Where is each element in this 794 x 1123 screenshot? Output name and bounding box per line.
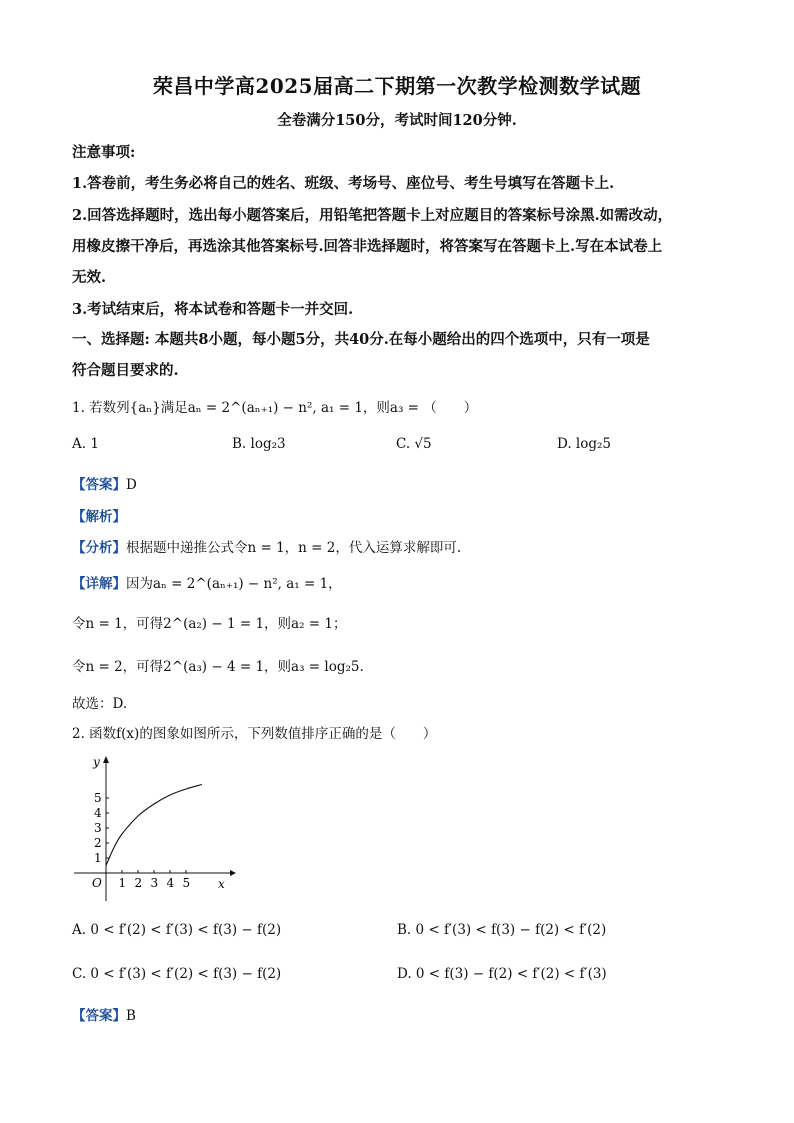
notice-item-2: 2.回答选择题时，选出每小题答案后，用铅笔把答题卡上对应题目的答案标号涂黑.如需改动， <box>72 207 673 224</box>
x-tick-label: 5 <box>182 876 191 890</box>
q1-answer-line <box>72 473 137 493</box>
y-tick-label: 1 <box>94 851 102 865</box>
page-title: 荣昌中学高2025届高二下期第一次教学检测数学试题 <box>152 74 642 98</box>
q1-step-1: 令n = 1，可得2^(a₂) − 1 = 1，则a₂ = 1； <box>72 616 347 632</box>
notice-item-2-cont: 用橡皮擦干净后，再选涂其他答案标号.回答非选择题时，将答案写在答题卡上.写在本试卷上 <box>72 238 663 255</box>
notice-item-2-end: 无效. <box>72 269 107 286</box>
q2-option-d: D. 0 < f(3) − f(2) < f′(2) < f′(3) <box>397 966 607 982</box>
y-tick-label: 2 <box>94 836 102 850</box>
notice-heading: 注意事项: <box>72 144 136 161</box>
q1-fenxi: 根据题中递推公式令n = 1，n = 2，代入运算求解即可. <box>126 540 462 556</box>
q2-stem: 2. 函数f(x)的图象如图所示，下列数值排序正确的是（ ） <box>72 726 437 742</box>
q2-option-c: C. 0 < f′(3) < f′(2) < f(3) − f(2) <box>72 966 282 982</box>
q1-fenxi-line <box>72 536 461 556</box>
section-heading: 一、选择题: 本题共8小题，每小题5分，共40分.在每小题给出的四个选项中，只有一项是 <box>72 331 650 348</box>
y-tick-label: 5 <box>94 791 102 805</box>
q2-answer: B <box>126 1008 136 1024</box>
notice-item-3: 3.考试结束后，将本试卷和答题卡一并交回. <box>72 301 354 318</box>
q1-option-c: C. √5 <box>396 436 432 452</box>
q1-answer: D <box>126 477 137 493</box>
section-heading-cont: 符合题目要求的. <box>72 362 179 379</box>
y-tick-label: 3 <box>94 821 102 835</box>
q1-xiangjie-line <box>72 572 342 592</box>
q1-stem: 1. 若数列{aₙ}满足aₙ = 2^(aₙ₊₁) − n², a₁ = 1，则a₃ = （ ） <box>72 400 478 416</box>
q1-option-a: A. 1 <box>72 436 99 452</box>
x-tick-label: 2 <box>134 876 143 890</box>
q2-option-a: A. 0 < f′(2) < f′(3) < f(3) − f(2) <box>72 922 282 938</box>
answer-tag: 【答案】 <box>72 1008 126 1024</box>
page-subtitle: 全卷满分150分，考试时间120分钟. <box>277 112 517 129</box>
q1-option-b: B. log₂3 <box>232 436 286 452</box>
fenxi-tag: 【分析】 <box>72 540 126 556</box>
x-axis-arrow <box>230 870 236 876</box>
y-tick-label: 4 <box>94 806 102 820</box>
q2-option-b: B. 0 < f′(3) < f(3) − f(2) < f′(2) <box>397 922 607 938</box>
origin-label: O <box>92 876 102 890</box>
q1-option-d: D. log₂5 <box>557 436 612 452</box>
y-axis-arrow <box>103 756 109 763</box>
q1-xiangjie: 因为aₙ = 2^(aₙ₊₁) − n², a₁ = 1， <box>126 576 342 592</box>
q1-conclusion: 故选：D. <box>72 696 128 712</box>
function-curve <box>106 785 202 866</box>
xiangjie-tag: 【详解】 <box>72 576 126 592</box>
y-axis-label: y <box>93 755 100 769</box>
x-tick-label: 3 <box>150 876 159 890</box>
x-tick-label: 1 <box>118 876 127 890</box>
q2-answer-line <box>72 1004 136 1024</box>
answer-tag: 【答案】 <box>72 477 126 493</box>
analysis-tag: 【解析】 <box>72 509 126 525</box>
notice-item-1: 1.答卷前，考生务必将自己的姓名、班级、考场号、座位号、考生号填写在答题卡上. <box>72 175 615 192</box>
x-axis-label: x <box>218 877 225 891</box>
q1-step-2: 令n = 2，可得2^(a₃) − 4 = 1，则a₃ = log₂5. <box>72 659 364 675</box>
q1-analysis-line <box>72 505 126 525</box>
x-tick-label: 4 <box>166 876 175 890</box>
function-graph <box>70 753 240 903</box>
